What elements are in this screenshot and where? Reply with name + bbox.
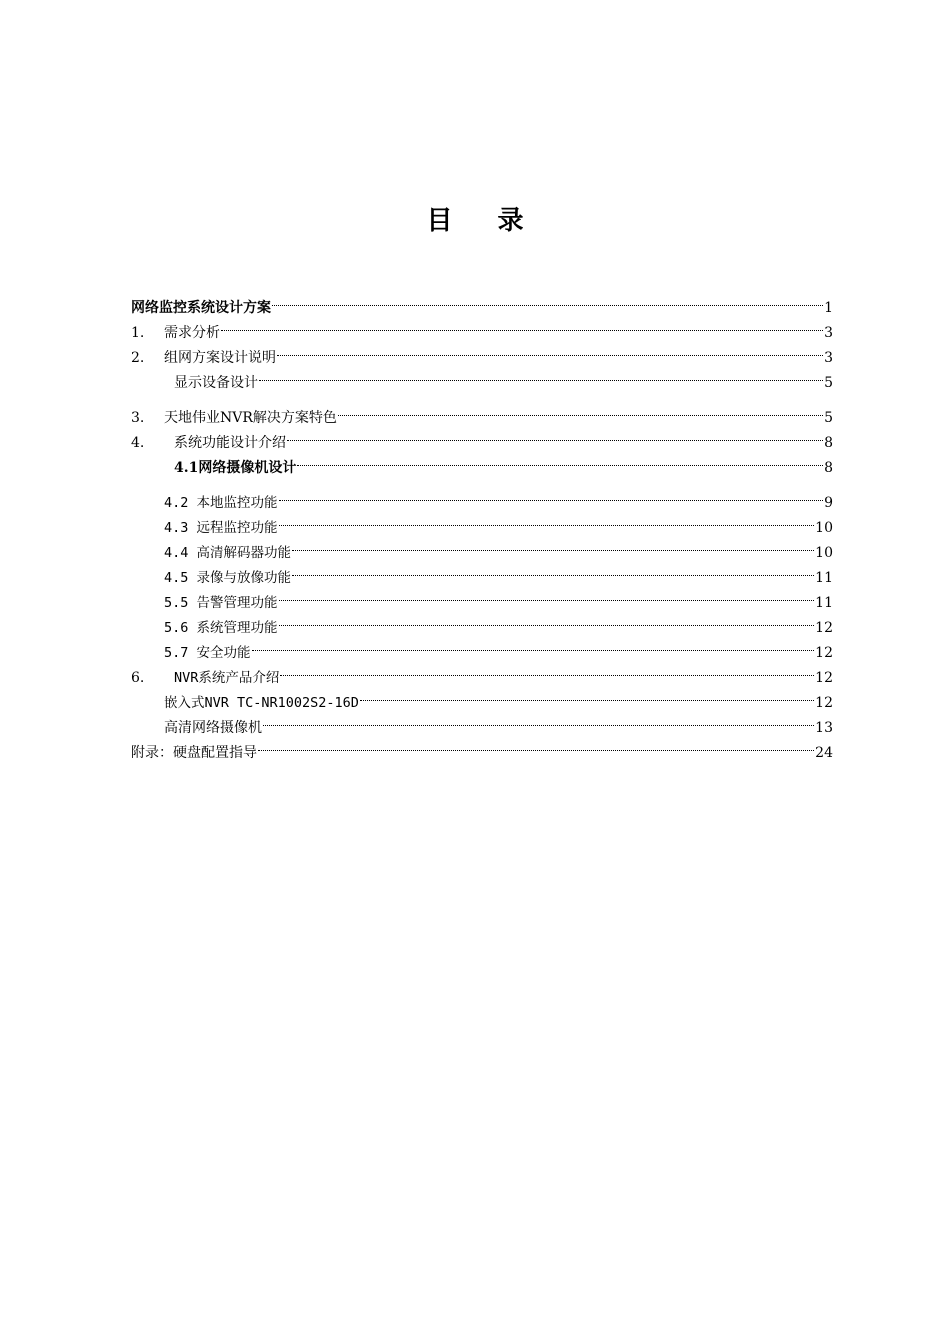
toc-leader-dots <box>277 340 823 362</box>
toc-entry-label: 4.3 远程监控功能 <box>164 520 278 536</box>
toc-page-number: 3 <box>824 325 833 341</box>
toc-entry-label: 天地伟业NVR解决方案特色 <box>164 410 337 426</box>
toc-title: 目 录 <box>426 206 542 236</box>
toc-leader-dots <box>292 535 814 557</box>
toc-entry[interactable] <box>131 560 833 586</box>
toc-entry[interactable] <box>131 635 833 661</box>
toc-page-number: 8 <box>824 435 833 451</box>
toc-page-number: 13 <box>815 720 833 736</box>
toc-page-number: 8 <box>824 460 833 476</box>
toc-entry-label: 附录：硬盘配置指导 <box>131 745 257 761</box>
toc-entry-number: 6. <box>131 670 145 686</box>
toc-entry[interactable] <box>131 735 833 761</box>
toc-page-number: 12 <box>815 670 833 686</box>
toc-entry[interactable] <box>131 340 833 366</box>
toc-leader-dots <box>338 400 823 422</box>
toc-page-number: 3 <box>824 350 833 366</box>
toc-leader-dots <box>279 610 815 632</box>
toc-entry[interactable] <box>131 485 833 511</box>
toc-page-number: 10 <box>815 520 833 536</box>
toc-leader-dots <box>297 450 823 472</box>
toc-page-number: 9 <box>824 495 833 511</box>
toc-entry[interactable] <box>131 685 833 711</box>
toc-page-number: 10 <box>815 545 833 561</box>
toc-page-number: 12 <box>815 695 833 711</box>
toc-entry-number: 4. <box>131 435 145 451</box>
toc-entry[interactable] <box>131 365 833 391</box>
toc-page-number: 11 <box>815 595 833 611</box>
toc-leader-dots <box>263 710 814 732</box>
toc-entry-number: 1. <box>131 325 145 341</box>
toc-leader-dots <box>279 510 815 532</box>
toc-entry-label: 组网方案设计说明 <box>164 350 276 366</box>
toc-entry-label: 4.4 高清解码器功能 <box>164 545 292 561</box>
toc-leader-dots <box>292 560 814 582</box>
toc-leader-dots <box>259 365 823 387</box>
toc-leader-dots <box>279 485 824 507</box>
toc-leader-dots <box>258 735 814 757</box>
toc-entry[interactable] <box>131 710 833 736</box>
toc-entry[interactable] <box>131 290 833 316</box>
toc-entry-label: 系统功能设计介绍 <box>174 435 286 451</box>
toc-entry[interactable] <box>131 585 833 611</box>
toc-entry-label: 4.2 本地监控功能 <box>164 495 278 511</box>
toc-leader-dots <box>287 425 823 447</box>
toc-entry-label: NVR系统产品介绍 <box>174 670 280 686</box>
toc-entry-number: 2. <box>131 350 145 366</box>
toc-entry[interactable] <box>131 610 833 636</box>
toc-leader-dots <box>280 660 814 682</box>
toc-entry-label: 4.5 录像与放像功能 <box>164 570 292 586</box>
toc-entry[interactable] <box>131 315 833 341</box>
toc-entry[interactable] <box>131 425 833 451</box>
toc-entry-label: 4.1网络摄像机设计 <box>174 460 297 476</box>
toc-entry-label: 5.6 系统管理功能 <box>164 620 278 636</box>
toc-entry-label: 5.5 告警管理功能 <box>164 595 278 611</box>
toc-entry[interactable] <box>131 660 833 686</box>
toc-entry[interactable] <box>131 400 833 426</box>
toc-entry-label: 网络监控系统设计方案 <box>131 300 271 316</box>
toc-page-number: 12 <box>815 620 833 636</box>
toc-entry-label: 显示设备设计 <box>174 375 258 391</box>
toc-entry-label: 高清网络摄像机 <box>164 720 262 736</box>
toc-page-number: 11 <box>815 570 833 586</box>
toc-entry[interactable] <box>131 450 833 476</box>
toc-entry-number: 3. <box>131 410 145 426</box>
toc-leader-dots <box>279 585 815 607</box>
toc-entry-label: 嵌入式NVR TC-NR1002S2-16D <box>164 695 359 711</box>
toc-leader-dots <box>221 315 823 337</box>
toc-leader-dots <box>360 685 814 707</box>
toc-entry-label: 5.7 安全功能 <box>164 645 251 661</box>
toc-leader-dots <box>272 290 823 312</box>
toc-page-number: 5 <box>824 410 833 426</box>
toc-page-number: 1 <box>824 300 833 316</box>
toc-page-number: 5 <box>824 375 833 391</box>
toc-page-number: 24 <box>815 745 833 761</box>
toc-page-number: 12 <box>815 645 833 661</box>
toc-entry-label: 需求分析 <box>164 325 220 341</box>
toc-entry[interactable] <box>131 510 833 536</box>
toc-leader-dots <box>252 635 815 657</box>
toc-entry[interactable] <box>131 535 833 561</box>
